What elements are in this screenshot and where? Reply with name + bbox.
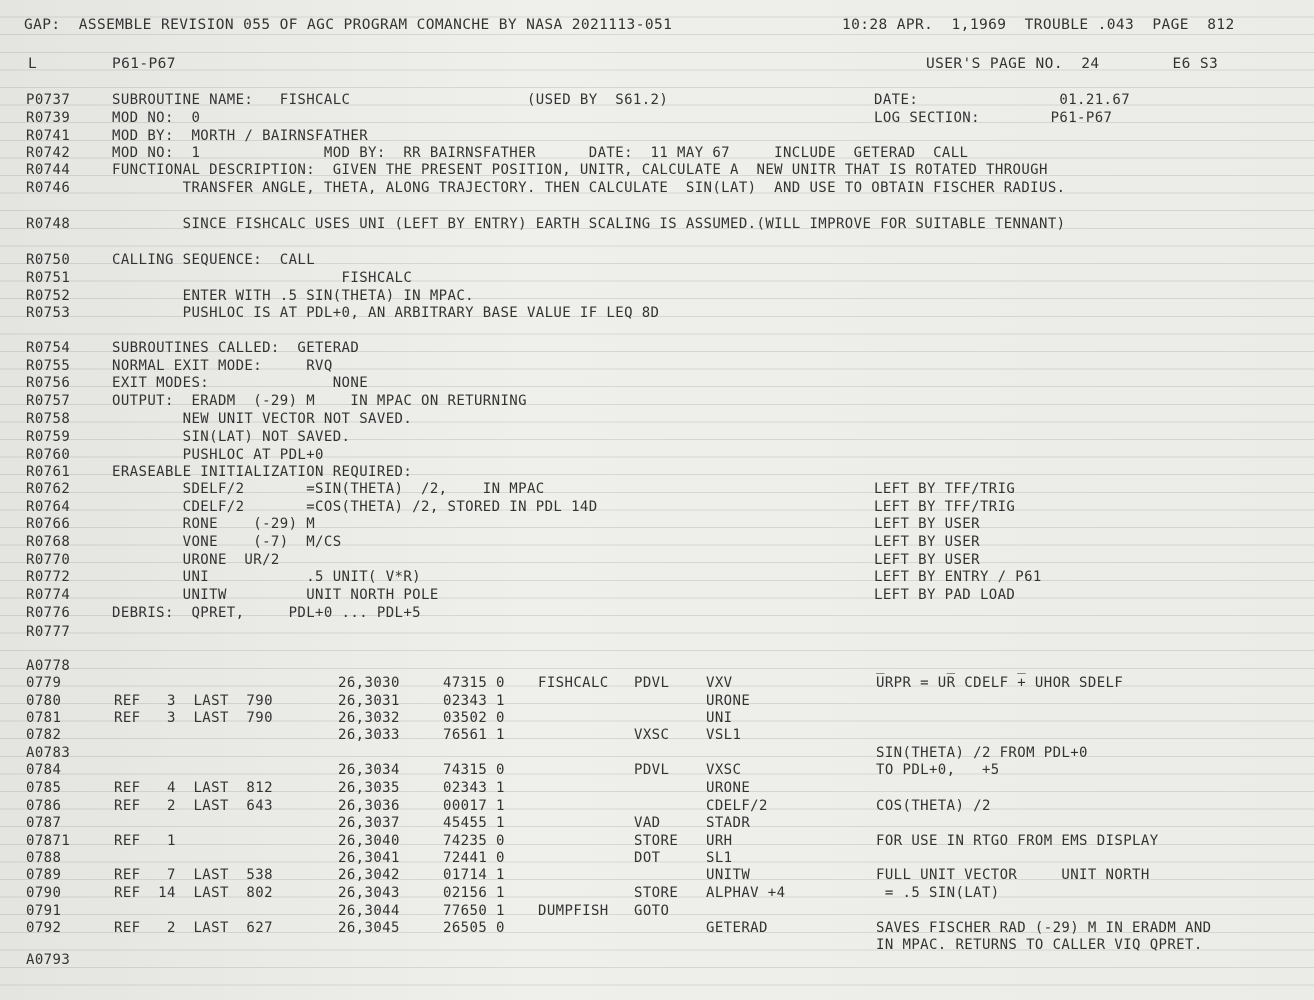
line-id: R0755 bbox=[26, 358, 71, 374]
comment-text: SIN(LAT) NOT SAVED. bbox=[112, 429, 351, 445]
comment-line bbox=[0, 92, 1314, 110]
op-code: PDVL bbox=[634, 675, 670, 691]
octal-word: 00017 1 bbox=[443, 798, 505, 814]
operand: UNITW bbox=[706, 867, 751, 883]
comment-line bbox=[0, 270, 1314, 288]
operand: ALPHAV +4 bbox=[706, 885, 786, 901]
line-id: R0754 bbox=[26, 340, 71, 356]
octal-word: 02343 1 bbox=[443, 780, 505, 796]
comment-line bbox=[0, 145, 1314, 163]
code-line bbox=[0, 798, 1314, 816]
comment-line bbox=[0, 180, 1314, 198]
line-id: 0786 bbox=[26, 798, 62, 814]
location: 26,3034 bbox=[338, 762, 400, 778]
line-id: R0764 bbox=[26, 499, 71, 515]
operand: UNI bbox=[706, 710, 733, 726]
comment-line bbox=[0, 162, 1314, 180]
line-id: 0784 bbox=[26, 762, 62, 778]
comment-right: LEFT BY USER bbox=[874, 534, 980, 550]
code-comment: SAVES FISCHER RAD (-29) M IN ERADM AND bbox=[876, 920, 1212, 936]
op-code: GOTO bbox=[634, 903, 670, 919]
line-id: R0751 bbox=[26, 270, 71, 286]
line-id: 0790 bbox=[26, 885, 62, 901]
operand: GETERAD bbox=[706, 920, 768, 936]
line-id: R0753 bbox=[26, 305, 71, 321]
ref-info: REF 2 LAST 643 bbox=[114, 798, 273, 814]
comment-text: MOD NO: 0 bbox=[112, 110, 201, 126]
octal-word: 02343 1 bbox=[443, 693, 505, 709]
ref-info: REF 1 bbox=[114, 833, 176, 849]
code-line bbox=[0, 903, 1314, 921]
op-code: PDVL bbox=[634, 762, 670, 778]
octal-word: 47315 0 bbox=[443, 675, 505, 691]
operand: VXV bbox=[706, 675, 733, 691]
operand: VXSC bbox=[706, 762, 742, 778]
location: 26,3033 bbox=[338, 727, 400, 743]
code-line bbox=[0, 675, 1314, 693]
run-info: 10:28 APR. 1,1969 TROUBLE .043 PAGE 812 bbox=[842, 17, 1235, 33]
line-id: R0759 bbox=[26, 429, 71, 445]
ref-info: REF 4 LAST 812 bbox=[114, 780, 273, 796]
line-id: 0785 bbox=[26, 780, 62, 796]
operand: SL1 bbox=[706, 850, 733, 866]
comment-text: VONE (-7) M/CS bbox=[112, 534, 342, 550]
comment-text: RONE (-29) M bbox=[112, 516, 316, 532]
octal-word: 77650 1 bbox=[443, 903, 505, 919]
location: 26,3031 bbox=[338, 693, 400, 709]
code-comment: TO PDL+0, +5 bbox=[876, 762, 1000, 778]
code-line bbox=[0, 710, 1314, 728]
code-line bbox=[0, 815, 1314, 833]
comment-line bbox=[0, 605, 1314, 623]
line-id: 0791 bbox=[26, 903, 62, 919]
line-id: 0780 bbox=[26, 693, 62, 709]
octal-word: 01714 1 bbox=[443, 867, 505, 883]
operand: CDELF/2 bbox=[706, 798, 768, 814]
location: 26,3041 bbox=[338, 850, 400, 866]
comment-line bbox=[0, 252, 1314, 270]
location: 26,3030 bbox=[338, 675, 400, 691]
op-code: VXSC bbox=[634, 727, 670, 743]
line-id: A0793 bbox=[26, 952, 71, 968]
line-id: R0744 bbox=[26, 162, 71, 178]
line-id: R0761 bbox=[26, 464, 71, 480]
line-id: P0737 bbox=[26, 92, 71, 108]
header-line-1 bbox=[0, 17, 1314, 35]
line-id: R0760 bbox=[26, 447, 71, 463]
comment-line bbox=[0, 534, 1314, 552]
comment-right: LEFT BY TFF/TRIG bbox=[874, 481, 1016, 497]
operand: STADR bbox=[706, 815, 751, 831]
line-id: R0750 bbox=[26, 252, 71, 268]
code-line bbox=[0, 833, 1314, 851]
comment-right: DATE: 01.21.67 bbox=[874, 92, 1131, 108]
comment-line bbox=[0, 464, 1314, 482]
code-line bbox=[0, 727, 1314, 745]
op-code: STORE bbox=[634, 833, 679, 849]
comment-text: NORMAL EXIT MODE: RVQ bbox=[112, 358, 333, 374]
code-line bbox=[0, 885, 1314, 903]
comment-line bbox=[0, 375, 1314, 393]
location: 26,3036 bbox=[338, 798, 400, 814]
comment-line bbox=[0, 552, 1314, 570]
line-id: R0748 bbox=[26, 216, 71, 232]
code-line bbox=[0, 780, 1314, 798]
location: 26,3045 bbox=[338, 920, 400, 936]
line-id: 0789 bbox=[26, 867, 62, 883]
line-id: A0778 bbox=[26, 658, 71, 674]
line-id: R0742 bbox=[26, 145, 71, 161]
comment-text: FUNCTIONAL DESCRIPTION: GIVEN THE PRESENT POSITION, UNITR, CALCULATE A NEW UNITR THAT IS ROTATED THROUGH bbox=[112, 162, 1048, 178]
location: 26,3043 bbox=[338, 885, 400, 901]
code-comment: _ _ _ bbox=[876, 658, 1027, 674]
code-line bbox=[0, 658, 1314, 676]
code-comment: = .5 SIN(LAT) bbox=[876, 885, 1000, 901]
line-id: 0781 bbox=[26, 710, 62, 726]
code-comment: URPR = UR CDELF + UHOR SDELF bbox=[876, 675, 1124, 691]
op-code: STORE bbox=[634, 885, 679, 901]
comment-right: LOG SECTION: P61-P67 bbox=[874, 110, 1113, 126]
operand: VSL1 bbox=[706, 727, 742, 743]
comment-text: CDELF/2 =COS(THETA) /2, STORED IN PDL 14D bbox=[112, 499, 598, 515]
line-id: R0776 bbox=[26, 605, 71, 621]
comment-text: SDELF/2 =SIN(THETA) /2, IN MPAC bbox=[112, 481, 545, 497]
code-line bbox=[0, 693, 1314, 711]
comment-line bbox=[0, 393, 1314, 411]
comment-right: LEFT BY PAD LOAD bbox=[874, 587, 1016, 603]
code-comment: IN MPAC. RETURNS TO CALLER VIQ QPRET. bbox=[876, 937, 1203, 953]
line-id: R0756 bbox=[26, 375, 71, 391]
op-code: VAD bbox=[634, 815, 661, 831]
comment-right: LEFT BY ENTRY / P61 bbox=[874, 569, 1042, 585]
code-comment: FOR USE IN RTGO FROM EMS DISPLAY bbox=[876, 833, 1159, 849]
octal-word: 02156 1 bbox=[443, 885, 505, 901]
octal-word: 76561 1 bbox=[443, 727, 505, 743]
code-line bbox=[0, 867, 1314, 885]
comment-line bbox=[0, 110, 1314, 128]
octal-word: 74315 0 bbox=[443, 762, 505, 778]
comment-line bbox=[0, 340, 1314, 358]
code-line bbox=[0, 745, 1314, 763]
line-id: 0788 bbox=[26, 850, 62, 866]
comment-text: TRANSFER ANGLE, THETA, ALONG TRAJECTORY. THEN CALCULATE SIN(LAT) AND USE TO OBTAIN FISCHER RADIUS. bbox=[112, 180, 1066, 196]
user-page-number: USER'S PAGE NO. 24 E6 S3 bbox=[926, 56, 1219, 72]
location: 26,3042 bbox=[338, 867, 400, 883]
ref-info: REF 3 LAST 790 bbox=[114, 710, 273, 726]
octal-word: 72441 0 bbox=[443, 850, 505, 866]
line-id: R0770 bbox=[26, 552, 71, 568]
log-letter: L bbox=[28, 56, 38, 72]
comment-line bbox=[0, 516, 1314, 534]
code-label: FISHCALC bbox=[538, 675, 609, 691]
comment-text: URONE UR/2 bbox=[112, 552, 280, 568]
assembly-title: GAP: ASSEMBLE REVISION 055 OF AGC PROGRAM COMANCHE BY NASA 2021113-051 bbox=[24, 17, 673, 33]
line-id: 0779 bbox=[26, 675, 62, 691]
code-comment: FULL UNIT VECTOR UNIT NORTH bbox=[876, 867, 1150, 883]
code-line bbox=[0, 952, 1314, 970]
comment-text: MOD NO: 1 MOD BY: RR BAIRNSFATHER DATE: 11 MAY 67 INCLUDE GETERAD CALL bbox=[112, 145, 969, 161]
comment-text: PUSHLOC IS AT PDL+0, AN ARBITRARY BASE VALUE IF LEQ 8D bbox=[112, 305, 660, 321]
comment-line bbox=[0, 569, 1314, 587]
location: 26,3035 bbox=[338, 780, 400, 796]
ref-info: REF 2 LAST 627 bbox=[114, 920, 273, 936]
location: 26,3037 bbox=[338, 815, 400, 831]
line-id: R0746 bbox=[26, 180, 71, 196]
octal-word: 03502 0 bbox=[443, 710, 505, 726]
comment-text: ENTER WITH .5 SIN(THETA) IN MPAC. bbox=[112, 288, 474, 304]
comment-text: MOD BY: MORTH / BAIRNSFATHER bbox=[112, 128, 369, 144]
ref-info: REF 7 LAST 538 bbox=[114, 867, 273, 883]
comment-text: OUTPUT: ERADM (-29) M IN MPAC ON RETURNING bbox=[112, 393, 527, 409]
comment-text: EXIT MODES: NONE bbox=[112, 375, 369, 391]
operand: URONE bbox=[706, 780, 751, 796]
line-id: R0772 bbox=[26, 569, 71, 585]
octal-word: 45455 1 bbox=[443, 815, 505, 831]
comment-text: ERASEABLE INITIALIZATION REQUIRED: bbox=[112, 464, 413, 480]
code-line bbox=[0, 920, 1314, 938]
operand: URH bbox=[706, 833, 733, 849]
comment-text: FISHCALC bbox=[112, 270, 413, 286]
comment-line bbox=[0, 499, 1314, 517]
program-range: P61-P67 bbox=[112, 56, 176, 72]
ref-info: REF 3 LAST 790 bbox=[114, 693, 273, 709]
comment-line bbox=[0, 411, 1314, 429]
code-comment: COS(THETA) /2 bbox=[876, 798, 991, 814]
line-id: 07871 bbox=[26, 833, 71, 849]
line-id: R0752 bbox=[26, 288, 71, 304]
comment-text: PUSHLOC AT PDL+0 bbox=[112, 447, 324, 463]
comment-right: LEFT BY TFF/TRIG bbox=[874, 499, 1016, 515]
comment-right: LEFT BY USER bbox=[874, 552, 980, 568]
comment-text: SUBROUTINES CALLED: GETERAD bbox=[112, 340, 360, 356]
comment-line bbox=[0, 429, 1314, 447]
code-comment: SIN(THETA) /2 FROM PDL+0 bbox=[876, 745, 1088, 761]
comment-text: SINCE FISHCALC USES UNI (LEFT BY ENTRY) EARTH SCALING IS ASSUMED.(WILL IMPROVE FOR SUITABLE TENNANT) bbox=[112, 216, 1066, 232]
line-id: R0739 bbox=[26, 110, 71, 126]
header-line-2 bbox=[0, 56, 1314, 74]
location: 26,3032 bbox=[338, 710, 400, 726]
line-id: R0762 bbox=[26, 481, 71, 497]
code-line bbox=[0, 850, 1314, 868]
comment-text: UNITW UNIT NORTH POLE bbox=[112, 587, 439, 603]
location: 26,3044 bbox=[338, 903, 400, 919]
line-id: R0757 bbox=[26, 393, 71, 409]
comment-text: NEW UNIT VECTOR NOT SAVED. bbox=[112, 411, 413, 427]
line-id: R0777 bbox=[26, 624, 71, 640]
code-line bbox=[0, 762, 1314, 780]
operand: URONE bbox=[706, 693, 751, 709]
comment-text: DEBRIS: QPRET, PDL+0 ... PDL+5 bbox=[112, 605, 422, 621]
ref-info: REF 14 LAST 802 bbox=[114, 885, 273, 901]
comment-line bbox=[0, 447, 1314, 465]
location: 26,3040 bbox=[338, 833, 400, 849]
line-id: R0758 bbox=[26, 411, 71, 427]
comment-line bbox=[0, 128, 1314, 146]
line-id: R0741 bbox=[26, 128, 71, 144]
line-id: R0768 bbox=[26, 534, 71, 550]
comment-line bbox=[0, 305, 1314, 323]
comment-text: CALLING SEQUENCE: CALL bbox=[112, 252, 316, 268]
octal-word: 26505 0 bbox=[443, 920, 505, 936]
comment-text: UNI .5 UNIT( V*R) bbox=[112, 569, 422, 585]
comment-line bbox=[0, 624, 1314, 642]
comment-line bbox=[0, 587, 1314, 605]
octal-word: 74235 0 bbox=[443, 833, 505, 849]
comment-line bbox=[0, 288, 1314, 306]
line-id: R0766 bbox=[26, 516, 71, 532]
comment-right: LEFT BY USER bbox=[874, 516, 980, 532]
comment-text: SUBROUTINE NAME: FISHCALC (USED BY S61.2) bbox=[112, 92, 669, 108]
line-id: 0782 bbox=[26, 727, 62, 743]
line-id: 0787 bbox=[26, 815, 62, 831]
line-id: 0792 bbox=[26, 920, 62, 936]
comment-line bbox=[0, 358, 1314, 376]
op-code: DOT bbox=[634, 850, 661, 866]
comment-line bbox=[0, 216, 1314, 234]
comment-line bbox=[0, 481, 1314, 499]
code-label: DUMPFISH bbox=[538, 903, 609, 919]
line-id: A0783 bbox=[26, 745, 71, 761]
line-id: R0774 bbox=[26, 587, 71, 603]
